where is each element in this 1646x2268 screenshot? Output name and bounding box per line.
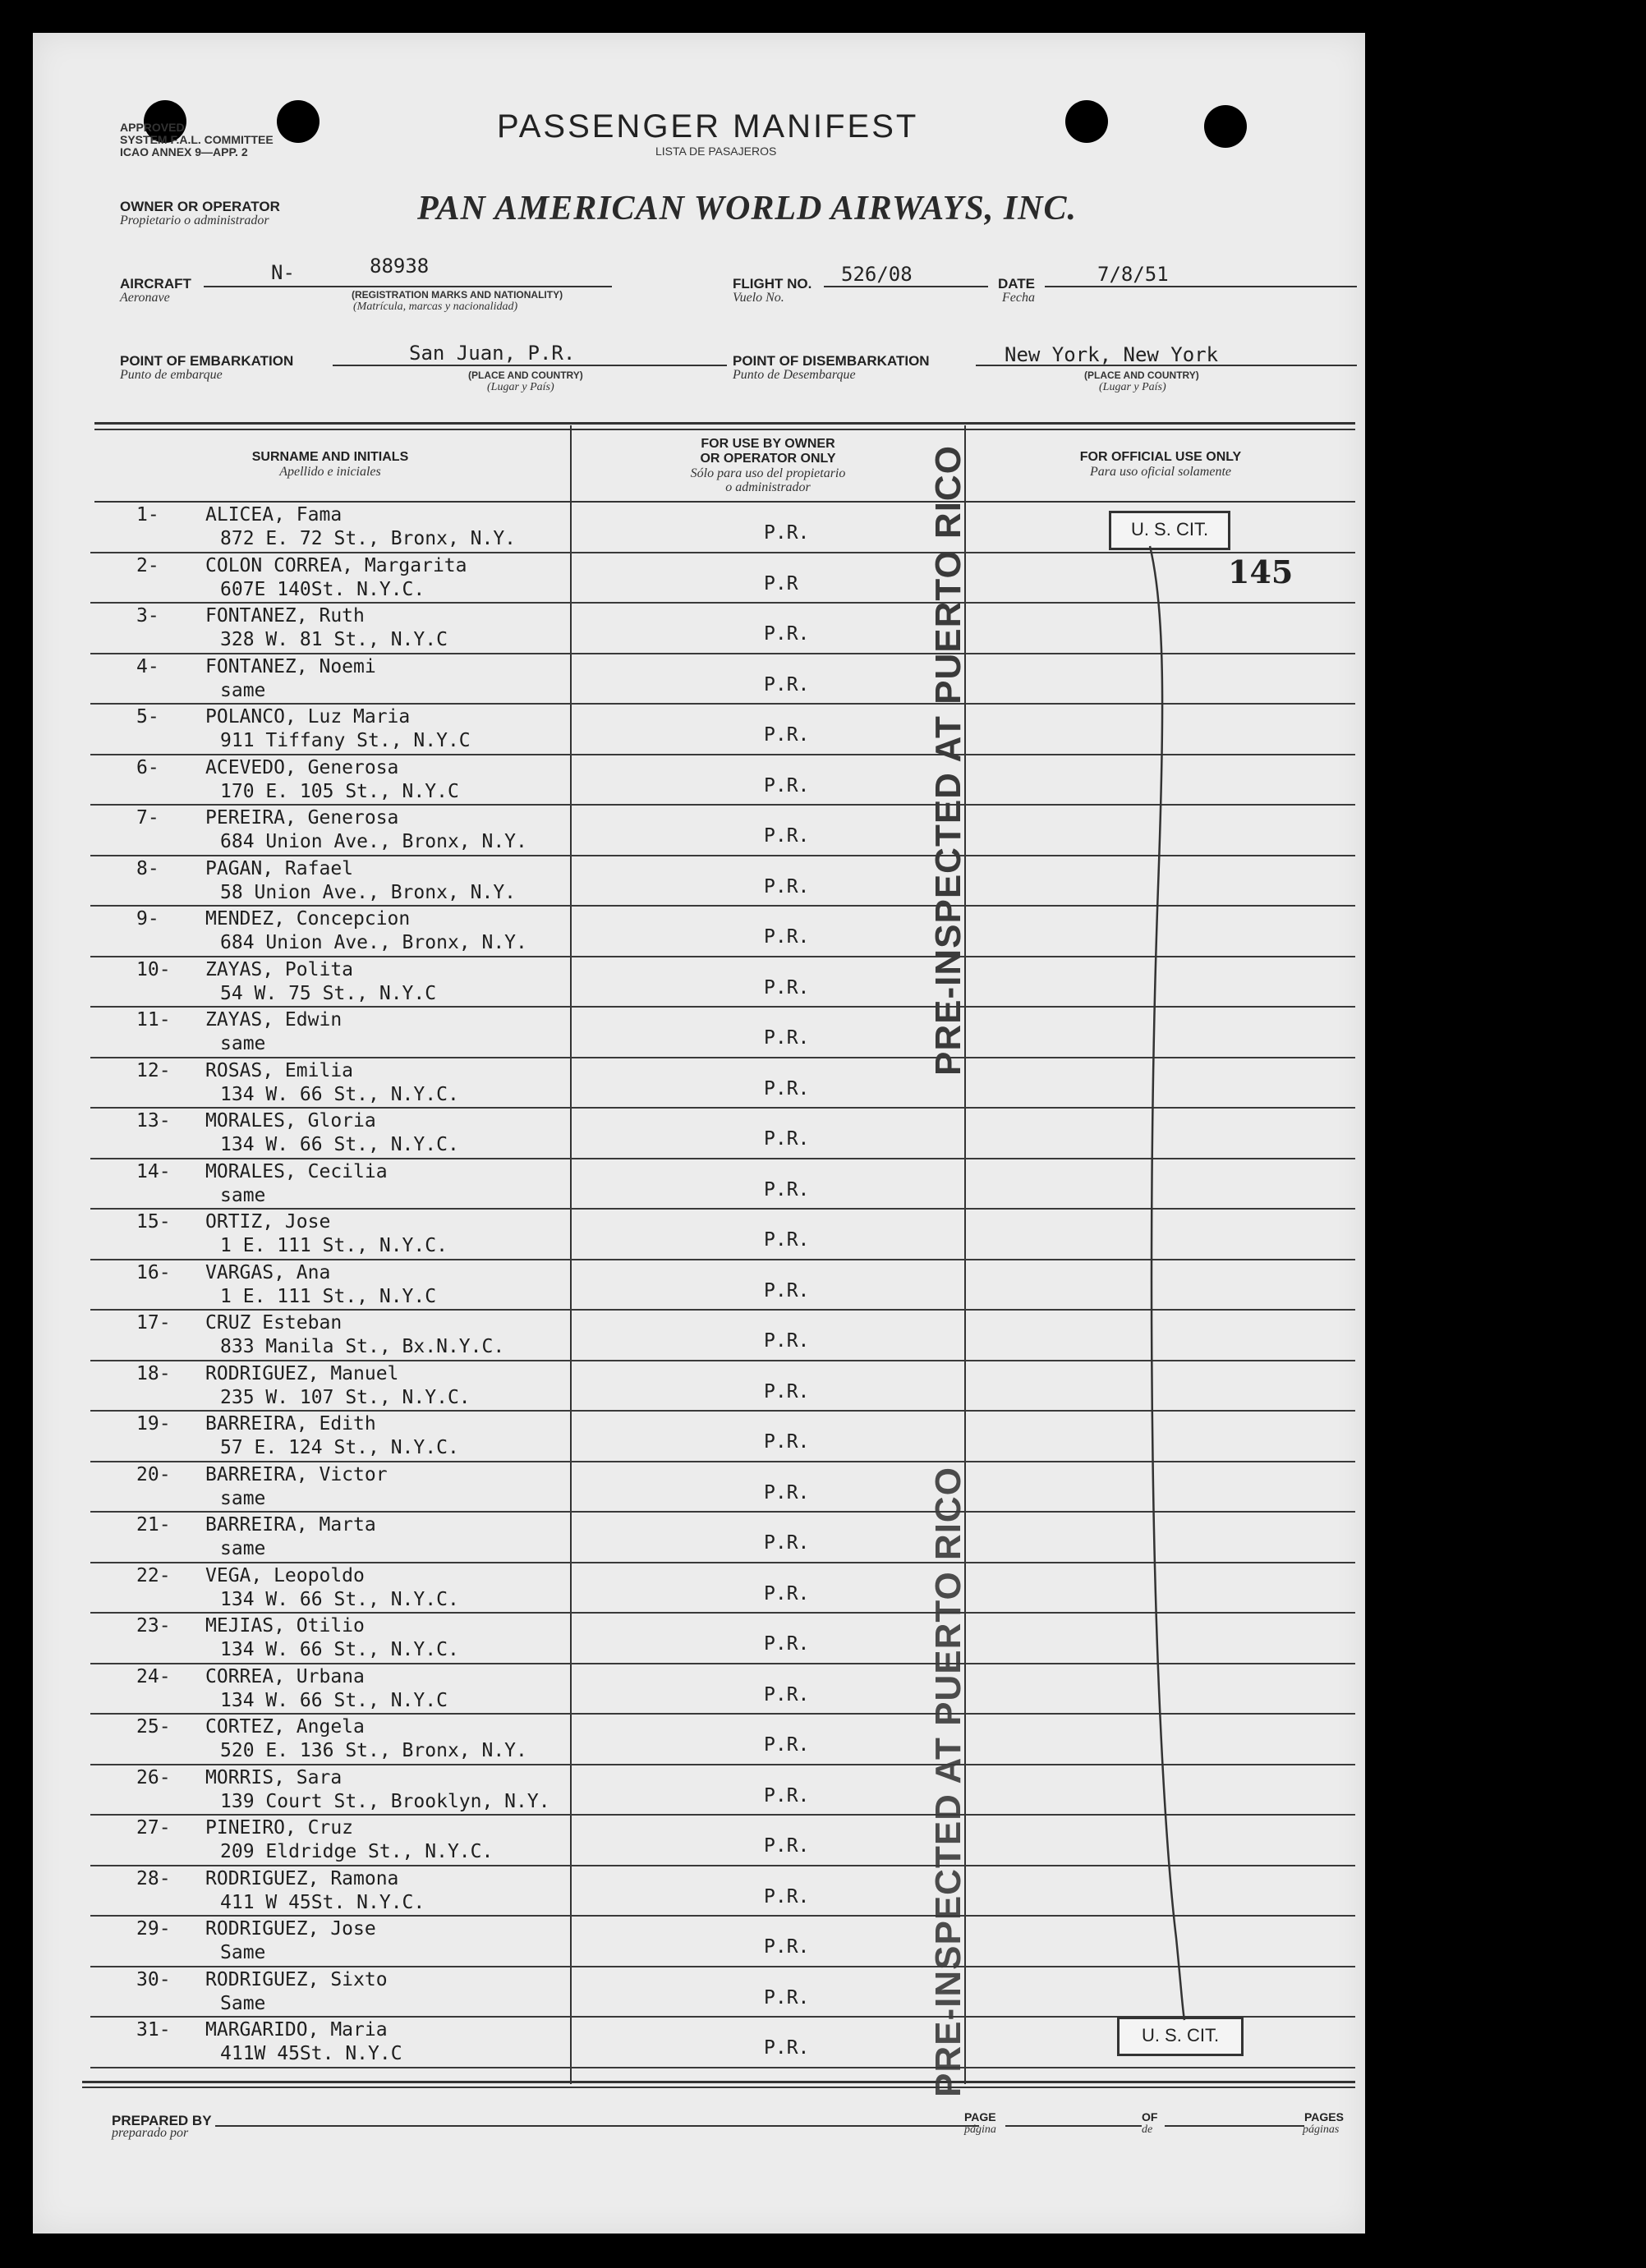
passenger-address: 139 Court St., Brooklyn, N.Y. (220, 1790, 550, 1812)
column-header-owner-use-es: Sólo para uso del propietario (690, 466, 846, 480)
passenger-address: same (220, 1487, 266, 1509)
passenger-number: 17- (136, 1312, 171, 1334)
aircraft-label-es: Aeronave (120, 291, 170, 305)
column-header-official-use: FOR OFFICIAL USE ONLY (1079, 450, 1242, 464)
prepared-by-label-es: preparado por (112, 2126, 189, 2140)
passenger-address: 57 E. 124 St., N.Y.C. (220, 1437, 459, 1458)
column-header-surname-es: Apellido e iniciales (279, 465, 381, 479)
aircraft-registration: 88938 (370, 255, 430, 278)
passenger-name: FONTANEZ, Noemi (205, 655, 376, 677)
passenger-name: BARREIRA, Marta (205, 1514, 376, 1536)
owner-use-entry: P.R. (764, 1330, 810, 1352)
owner-use-entry: P.R. (764, 976, 810, 999)
passenger-address: 911 Tiffany St., N.Y.C (220, 730, 471, 751)
us-citizen-stamp: U. S. CIT. (1117, 2017, 1244, 2056)
disembarkation-point: New York, New York (1005, 343, 1219, 366)
passenger-name: PEREIRA, Generosa (205, 807, 399, 829)
passenger-address: same (220, 1184, 266, 1206)
passenger-address: 520 E. 136 St., Bronx, N.Y. (220, 1740, 527, 1761)
passenger-number: 14- (136, 1160, 171, 1182)
embarkation-point: San Juan, P.R. (409, 342, 576, 365)
passenger-number: 12- (136, 1059, 171, 1081)
owner-use-entry: P.R. (764, 1178, 810, 1201)
passenger-number: 26- (136, 1766, 171, 1788)
passenger-number: 6- (136, 756, 159, 778)
passenger-address: 872 E. 72 St., Bronx, N.Y. (220, 528, 517, 549)
owner-use-entry: P.R. (764, 1279, 810, 1302)
passenger-name: CORTEZ, Angela (205, 1716, 365, 1738)
passenger-number: 28- (136, 1867, 171, 1889)
preinspected-stamp: PRE-INSPECTED AT PUERTO RICO (928, 1467, 968, 2097)
of-label-es: de (1142, 2123, 1153, 2136)
passenger-count: 145 (1228, 553, 1294, 590)
date-label: DATE (998, 276, 1036, 292)
passenger-name: RODRIGUEZ, Sixto (205, 1968, 388, 1990)
passenger-address: 684 Union Ave., Bronx, N.Y. (220, 831, 527, 852)
passenger-address: 235 W. 107 St., N.Y.C. (220, 1386, 471, 1408)
passenger-name: MARGARIDO, Maria (205, 2019, 388, 2041)
passenger-address: 54 W. 75 St., N.Y.C (220, 982, 437, 1004)
disembarkation-caption: (PLACE AND COUNTRY) (1084, 370, 1199, 381)
owner-use-entry: P.R. (764, 1633, 810, 1655)
passenger-name: ZAYAS, Polita (205, 958, 354, 980)
pages-label: PAGES (1304, 2110, 1344, 2123)
passenger-address: 328 W. 81 St., N.Y.C (220, 629, 448, 650)
passenger-address: 134 W. 66 St., N.Y.C (220, 1689, 448, 1711)
approval-line: SYSTEM F.A.L. COMMITTEE (120, 133, 274, 146)
column-header-owner-use: FOR USE BY OWNER (701, 437, 835, 451)
passenger-number: 31- (136, 2019, 171, 2041)
owner-use-entry: P.R (764, 572, 798, 595)
disembarkation-label-es: Punto de Desembarque (733, 368, 856, 382)
passenger-number: 27- (136, 1817, 171, 1839)
owner-use-entry: P.R. (764, 2037, 810, 2059)
passenger-number: 1- (136, 504, 159, 526)
owner-use-entry: P.R. (764, 1481, 810, 1504)
manifest-sheet (33, 33, 1365, 2234)
embarkation-label-es: Punto de embarque (120, 368, 223, 382)
page-line (1005, 2125, 1142, 2127)
passenger-number: 13- (136, 1110, 171, 1132)
aircraft-caption: (REGISTRATION MARKS AND NATIONALITY) (352, 289, 563, 301)
owner-use-entry: P.R. (764, 522, 810, 544)
owner-use-entry: P.R. (764, 1835, 810, 1857)
passenger-name: RODRIGUEZ, Ramona (205, 1867, 399, 1889)
prepared-by-line (215, 2125, 979, 2127)
passenger-number: 24- (136, 1665, 171, 1687)
passenger-address: 134 W. 66 St., N.Y.C. (220, 1134, 459, 1155)
flight-number: 526/08 (841, 263, 913, 286)
owner-use-entry: P.R. (764, 1532, 810, 1554)
page-subtitle: LISTA DE PASAJEROS (655, 145, 777, 158)
passenger-name: CRUZ Esteban (205, 1312, 343, 1334)
page-label: PAGE (964, 2110, 996, 2123)
flight-date: 7/8/51 (1097, 263, 1169, 286)
ditto-bracket-line (1133, 542, 1232, 2028)
owner-use-entry: P.R. (764, 1077, 810, 1100)
airline-name: PAN AMERICAN WORLD AIRWAYS, INC. (417, 190, 1078, 227)
passenger-number: 20- (136, 1463, 171, 1485)
embarkation-caption: (PLACE AND COUNTRY) (468, 370, 583, 381)
owner-use-entry: P.R. (764, 1734, 810, 1756)
owner-use-entry: P.R. (764, 1229, 810, 1251)
row-rule (90, 2067, 1355, 2068)
passenger-number: 7- (136, 807, 159, 829)
passenger-number: 22- (136, 1564, 171, 1586)
disembarkation-label: POINT OF DISEMBARKATION (733, 353, 930, 369)
passenger-number: 9- (136, 908, 159, 930)
passenger-name: RODRIGUEZ, Manuel (205, 1362, 399, 1384)
passenger-number: 16- (136, 1261, 171, 1283)
of-line (1165, 2125, 1304, 2127)
passenger-name: RODRIGUEZ, Jose (205, 1918, 376, 1940)
passenger-address: 1 E. 111 St., N.Y.C. (220, 1235, 448, 1256)
passenger-name: ROSAS, Emilia (205, 1059, 354, 1081)
passenger-number: 8- (136, 857, 159, 879)
of-label: OF (1142, 2110, 1158, 2123)
passenger-address: 411W 45St. N.Y.C (220, 2043, 402, 2064)
passenger-number: 25- (136, 1716, 171, 1738)
passenger-name: PAGAN, Rafael (205, 857, 354, 879)
passenger-number: 2- (136, 554, 159, 576)
passenger-name: ZAYAS, Edwin (205, 1009, 343, 1031)
passenger-address: Same (220, 1942, 266, 1963)
passenger-name: MEJIAS, Otilio (205, 1615, 365, 1637)
passenger-address: 607E 140St. N.Y.C. (220, 578, 425, 600)
passenger-address: 684 Union Ave., Bronx, N.Y. (220, 932, 527, 953)
aircraft-caption-es: (Matrícula, marcas y nacionalidad) (353, 301, 518, 313)
column-header-surname: SURNAME AND INITIALS (251, 450, 409, 464)
owner-use-entry: P.R. (764, 1431, 810, 1453)
passenger-number: 30- (136, 1968, 171, 1990)
passenger-number: 10- (136, 958, 171, 980)
column-header-owner-use-es: o administrador (725, 480, 811, 494)
table-bottom-rule (82, 2087, 1355, 2088)
passenger-name: VEGA, Leopoldo (205, 1564, 365, 1586)
owner-label-es: Propietario o administrador (120, 213, 269, 227)
column-header-owner-use: OR OPERATOR ONLY (700, 452, 836, 466)
passenger-name: MENDEZ, Concepcion (205, 908, 411, 930)
owner-use-entry: P.R. (764, 1683, 810, 1706)
passenger-name: ORTIZ, Jose (205, 1211, 331, 1233)
date-underline (1045, 286, 1357, 287)
flight-label-es: Vuelo No. (733, 291, 784, 305)
passenger-number: 11- (136, 1009, 171, 1031)
owner-use-entry: P.R. (764, 875, 810, 898)
date-label-es: Fecha (1002, 291, 1035, 305)
passenger-address: same (220, 679, 266, 701)
page-label-es: página (964, 2123, 996, 2136)
owner-use-entry: P.R. (764, 1986, 810, 2009)
passenger-address: Same (220, 1992, 266, 2014)
aircraft-prefix: N- (271, 261, 295, 284)
owner-use-entry: P.R. (764, 1582, 810, 1605)
preinspected-stamp: PRE-INSPECTED AT PUERTO RICO (928, 445, 968, 1076)
owner-use-entry: P.R. (764, 1027, 810, 1049)
aircraft-underline (204, 286, 612, 287)
punch-hole (1204, 105, 1247, 148)
prepared-by-label: PREPARED BY (112, 2113, 212, 2128)
punch-hole (1065, 100, 1108, 143)
passenger-name: POLANCO, Luz Maria (205, 706, 411, 728)
aircraft-label: AIRCRAFT (120, 276, 191, 292)
passenger-name: FONTANEZ, Ruth (205, 605, 365, 627)
owner-label: OWNER OR OPERATOR (120, 199, 280, 214)
passenger-name: BARREIRA, Victor (205, 1463, 388, 1485)
pages-label-es: páginas (1303, 2123, 1340, 2136)
passenger-number: 5- (136, 706, 159, 728)
passenger-address: 209 Eldridge St., N.Y.C. (220, 1841, 494, 1862)
passenger-number: 21- (136, 1514, 171, 1536)
column-header-official-use-es: Para uso oficial solamente (1090, 465, 1231, 479)
passenger-number: 4- (136, 655, 159, 677)
passenger-address: 170 E. 105 St., N.Y.C (220, 780, 459, 802)
passenger-address: 58 Union Ave., Bronx, N.Y. (220, 881, 517, 903)
owner-use-entry: P.R. (764, 1128, 810, 1150)
approval-line: ICAO ANNEX 9—APP. 2 (120, 145, 248, 158)
passenger-name: PINEIRO, Cruz (205, 1817, 354, 1839)
disembarkation-caption-es: (Lugar y País) (1099, 381, 1166, 393)
passenger-name: MORALES, Gloria (205, 1110, 376, 1132)
owner-use-entry: P.R. (764, 1784, 810, 1807)
passenger-name: MORRIS, Sara (205, 1766, 343, 1788)
punch-hole (277, 100, 320, 143)
passenger-number: 18- (136, 1362, 171, 1384)
owner-use-entry: P.R. (764, 724, 810, 746)
passenger-address: 411 W 45St. N.Y.C. (220, 1891, 425, 1913)
passenger-name: VARGAS, Ana (205, 1261, 331, 1283)
owner-use-entry: P.R. (764, 623, 810, 645)
table-top-rule (94, 422, 1355, 425)
passenger-name: CORREA, Urbana (205, 1665, 365, 1687)
passenger-address: 134 W. 66 St., N.Y.C. (220, 1083, 459, 1105)
embarkation-label: POINT OF EMBARKATION (120, 353, 294, 369)
passenger-number: 23- (136, 1615, 171, 1637)
flight-underline (824, 286, 988, 287)
passenger-number: 19- (136, 1413, 171, 1435)
owner-use-entry: P.R. (764, 774, 810, 797)
passenger-name: BARREIRA, Edith (205, 1413, 376, 1435)
owner-use-entry: P.R. (764, 1380, 810, 1403)
passenger-number: 15- (136, 1211, 171, 1233)
owner-use-entry: P.R. (764, 1936, 810, 1958)
passenger-name: ACEVEDO, Generosa (205, 756, 399, 778)
owner-use-entry: P.R. (764, 926, 810, 948)
passenger-address: 134 W. 66 St., N.Y.C. (220, 1639, 459, 1660)
owner-use-entry: P.R. (764, 673, 810, 696)
passenger-number: 3- (136, 605, 159, 627)
page-title: PASSENGER MANIFEST (497, 108, 919, 145)
passenger-name: COLON CORREA, Margarita (205, 554, 467, 576)
approval-line: APPROVED (120, 121, 185, 134)
passenger-name: MORALES, Cecilia (205, 1160, 388, 1182)
passenger-number: 29- (136, 1918, 171, 1940)
passenger-address: 833 Manila St., Bx.N.Y.C. (220, 1336, 505, 1357)
us-citizen-stamp: U. S. CIT. (1109, 511, 1230, 550)
passenger-name: ALICEA, Fama (205, 504, 343, 526)
passenger-address: 134 W. 66 St., N.Y.C. (220, 1588, 459, 1610)
table-top-rule (94, 429, 1355, 430)
flight-label: FLIGHT NO. (733, 276, 812, 292)
owner-use-entry: P.R. (764, 1885, 810, 1908)
embarkation-caption-es: (Lugar y País) (487, 381, 554, 393)
passenger-address: 1 E. 111 St., N.Y.C (220, 1285, 437, 1307)
passenger-address: same (220, 1033, 266, 1054)
table-bottom-rule (82, 2081, 1355, 2083)
passenger-address: same (220, 1538, 266, 1559)
owner-use-entry: P.R. (764, 825, 810, 847)
embarkation-underline (333, 365, 727, 366)
